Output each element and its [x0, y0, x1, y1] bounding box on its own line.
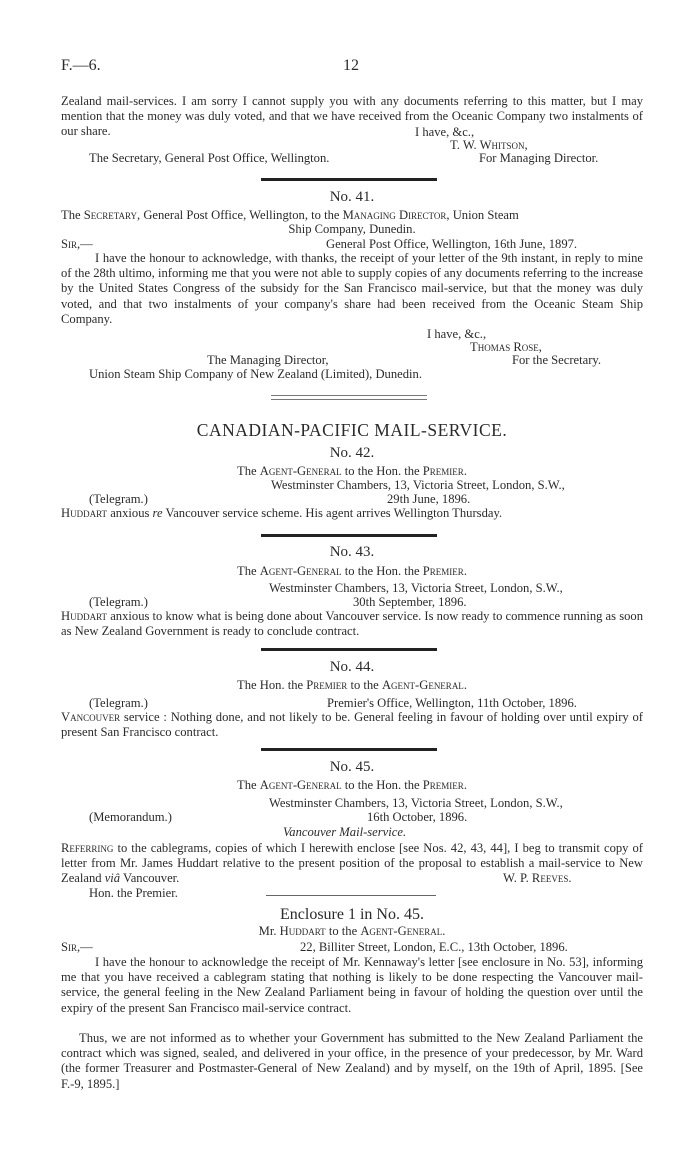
letter-43-kind: (Telegram.) [89, 595, 148, 609]
previous-letter-text: Zealand mail-services. I am sorry I cannot supply you with any documents referring to this matter, but I may mention that the money was duly voted, and that we have received from the Oceanic Company two instalments of our share. [61, 94, 643, 139]
letter-45-date: 16th October, 1896. [367, 810, 468, 824]
letter-45-place: Westminster Chambers, 13, Victoria Street, London, S.W., [269, 796, 563, 810]
letter-41-closing: I have, &c., [427, 327, 487, 341]
letter-41-addressee-org: Union Steam Ship Company of New Zealand (Limited), Dunedin. [89, 367, 422, 381]
section-rule [261, 534, 437, 537]
letter-42-kind: (Telegram.) [89, 492, 148, 506]
letter-41-title-cont: Ship Company, Dunedin. [288, 222, 416, 236]
letter-41-number: No. 41. [329, 189, 375, 205]
enclosure-salutation: Sir,— [61, 940, 93, 954]
section-rule-thin [266, 895, 436, 896]
letter-45-title: The Agent-General to the Hon. the Premier. [237, 778, 467, 792]
section-heading: CANADIAN-PACIFIC MAIL-SERVICE. [196, 420, 508, 440]
letter-41-signer-title: For the Secretary. [512, 353, 602, 367]
letter-45-body: Referring to the cablegrams, copies of which I herewith enclose [see Nos. 42, 43, 44], I beg to transmit copy of letter from Mr. James Huddart relative to the present position of the proposal to establish a mail-service to New Zealand viâ Vancouver. [61, 841, 643, 886]
letter-43-body: Huddart anxious to know what is being done about Vancouver service. Is now ready to commence running as soon as New Zealand Government is ready to conclude contract. [61, 609, 643, 639]
recipient: The Secretary, General Post Office, Wellington. [89, 151, 330, 165]
letter-42-place: Westminster Chambers, 13, Victoria Street, London, S.W., [271, 478, 565, 492]
letter-45-signer: W. P. Reeves. [497, 871, 571, 886]
section-rule [261, 648, 437, 651]
section-rule [261, 748, 437, 751]
letter-43-number: No. 43. [329, 544, 375, 560]
paper-reference: F.—6. [61, 57, 101, 74]
closing: I have, &c., [415, 125, 475, 139]
letter-43-place: Westminster Chambers, 13, Victoria Street, London, S.W., [269, 581, 563, 595]
letter-43-date: 30th September, 1896. [353, 595, 467, 609]
enclosure-paragraph-2: Thus, we are not informed as to whether your Government has submitted to the New Zealand Parliament the contract which was signed, sealed, and delivered in your office, in the presence of your predecessor, by Mr. Ward (the former Treasurer and Postmaster-General of New Zealand) and by myself, on the 19th of April, 1895. [See F.-9, 1895.] [61, 1031, 643, 1091]
enclosure-number: Enclosure 1 in No. 45. [280, 906, 424, 923]
letter-44-number: No. 44. [329, 659, 375, 675]
double-rule-top [271, 395, 427, 396]
double-rule-bottom [271, 399, 427, 400]
enclosure-title: Mr. Huddart to the Agent-General. [258, 924, 446, 938]
page-header [61, 58, 643, 78]
letter-45-number: No. 45. [329, 759, 375, 775]
enclosure-place-date: 22, Billiter Street, London, E.C., 13th October, 1896. [300, 940, 568, 954]
letter-42-date: 29th June, 1896. [387, 492, 471, 506]
letter-41-body: I have the honour to acknowledge, with thanks, the receipt of your letter of the 9th instant, in reply to mine of the 28th ultimo, informing me that you were not able to supply copies of any documents referring to the increase by the United States Congress of the subsidy for the San Francisco mail-service, but that the money was duly voted, and that two instalments of your company's share had been received from the Oceanic Steam Ship Company. [61, 251, 643, 326]
page-number: 12 [343, 57, 359, 74]
signer-title: For Managing Director. [479, 151, 599, 165]
letter-41-addressee: The Managing Director, [207, 353, 329, 367]
letter-41-salutation: Sir,— [61, 237, 93, 251]
letter-44-body: Vancouver service : Nothing done, and not likely to be. General feeling in favour of holding over until expiry of present San Francisco contract. [61, 710, 643, 740]
enclosure-paragraph-1: I have the honour to acknowledge the receipt of Mr. Kennaway's letter [see enclosure in No. 53], informing me that you have received a cablegram stating that nothing is likely to be done respecting the Vancouver mail-service, the general feeling in the New Zealand Parliament being in favour of holding the question over until the expiry of the present San Francisco mail-service contract. [61, 955, 643, 1015]
section-rule [261, 178, 437, 181]
letter-44-kind: (Telegram.) [89, 696, 148, 710]
letter-45-subject: Vancouver Mail-service. [283, 825, 407, 839]
letter-41-title: The Secretary, General Post Office, Wellington, to the Managing Director, Union Steam [61, 208, 519, 222]
letter-45-addressee: Hon. the Premier. [89, 886, 178, 900]
letter-44-title: The Hon. the Premier to the Agent-General. [237, 678, 467, 692]
letter-41-signer: Thomas Rose, [470, 340, 542, 354]
letter-45-kind: (Memorandum.) [89, 810, 172, 824]
letter-44-place-date: Premier's Office, Wellington, 11th October, 1896. [327, 696, 577, 710]
letter-42-body: Huddart anxious re Vancouver service scheme. His agent arrives Wellington Thursday. [61, 506, 503, 520]
signer: T. W. Whitson, [450, 138, 528, 152]
letter-42-number: No. 42. [329, 445, 375, 461]
letter-43-title: The Agent-General to the Hon. the Premier. [237, 564, 467, 578]
letter-42-title: The Agent-General to the Hon. the Premier. [237, 464, 467, 478]
letter-41-place-date: General Post Office, Wellington, 16th June, 1897. [326, 237, 578, 251]
